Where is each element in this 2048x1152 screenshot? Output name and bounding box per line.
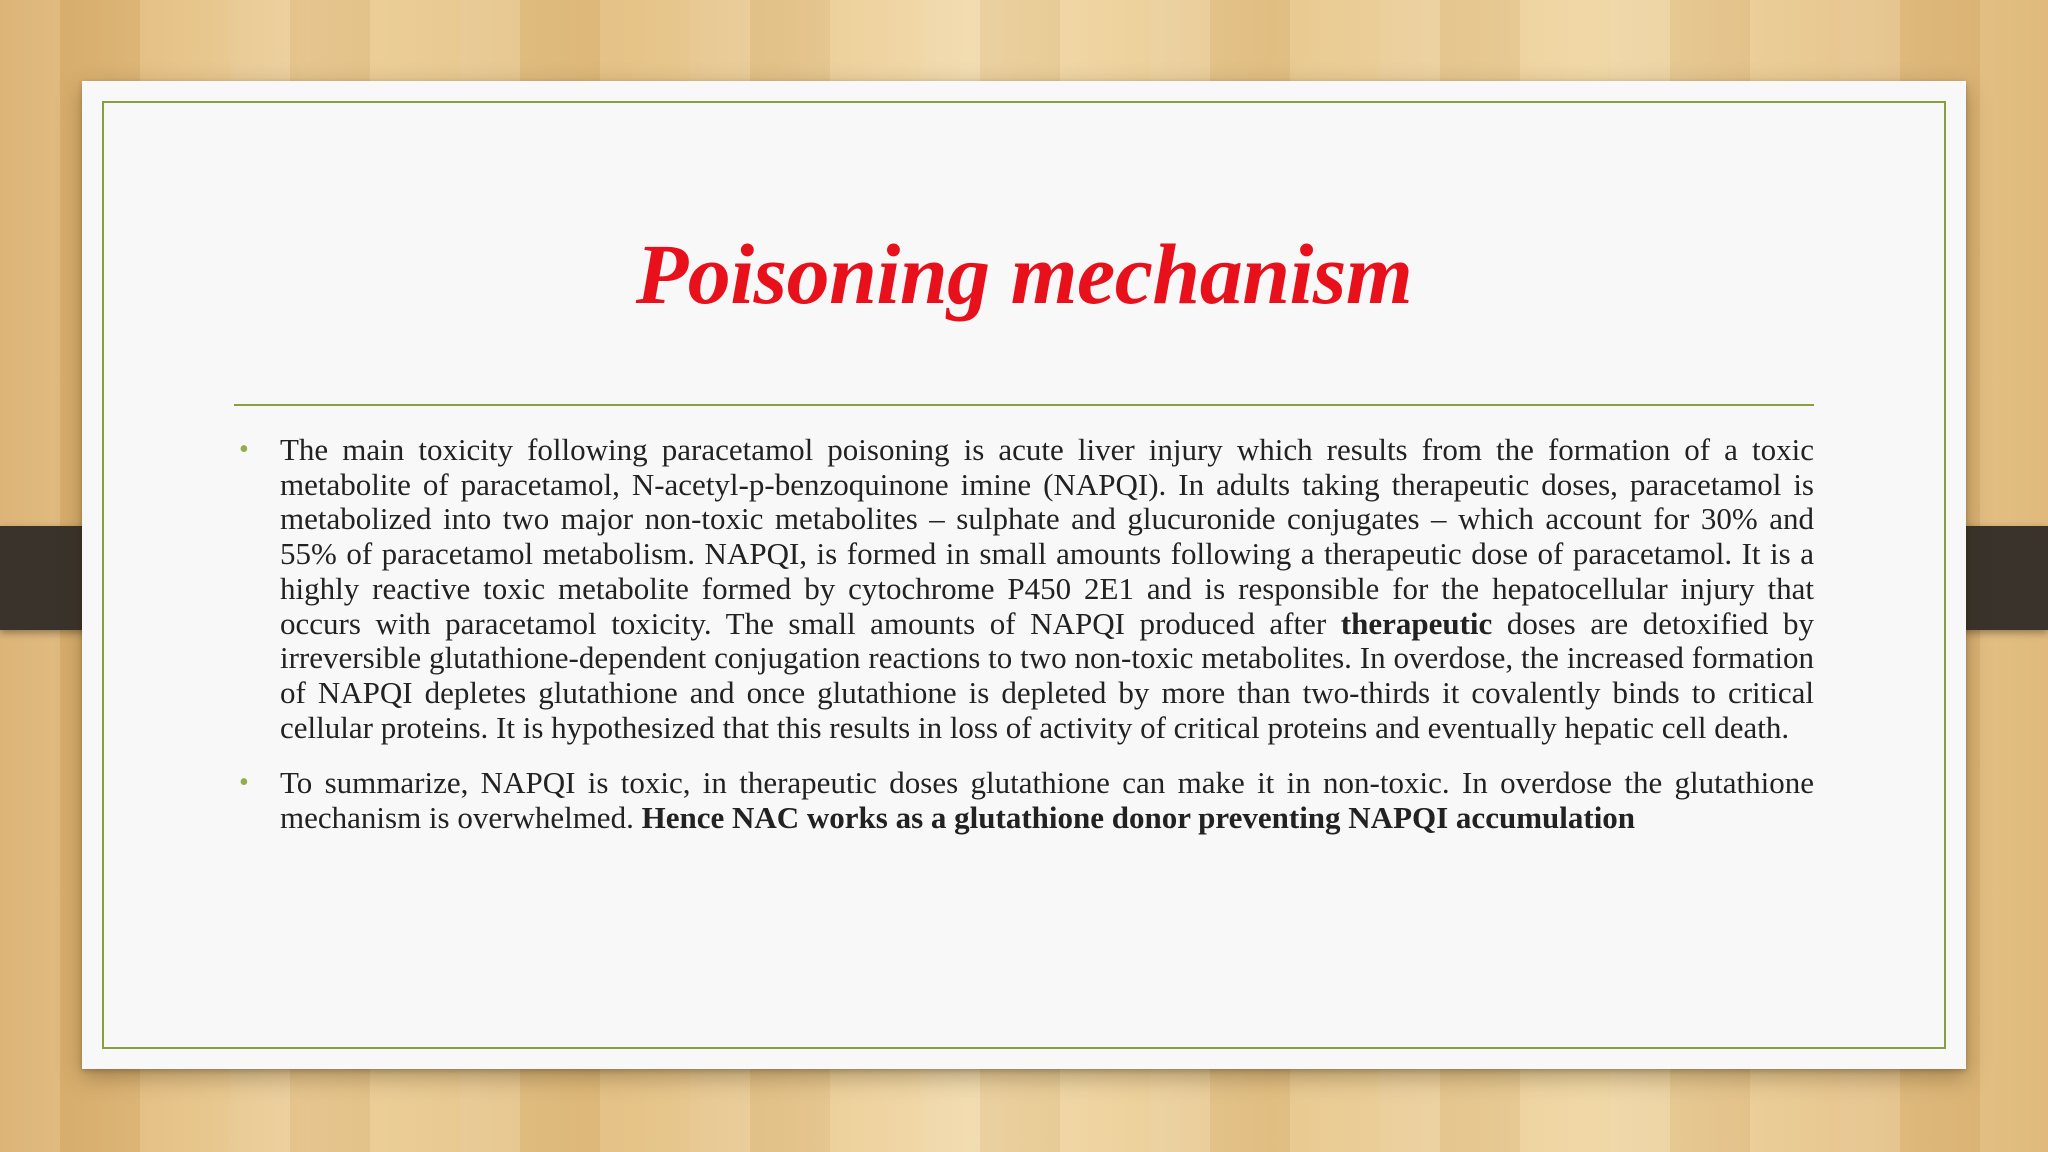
bullet-1-bold-text: therapeutic (1340, 605, 1493, 641)
bullet-2-text: To summarize, NAPQI is toxic, in therapeutic doses glutathione can make it in non-toxic. In overdose the glutathione mechanism is overwhelmed. (280, 765, 1814, 836)
slide-card (82, 81, 1966, 1069)
bullet-item-2 (234, 766, 1814, 835)
bullet-1-text-end: doses are detoxified by irreversible glutathione-dependent conjugation reactions to two non-toxic metabolites. In overdose, the increased formation of NAPQI depletes glutathione and once glutathione is depleted by more than two-thirds it covalently binds to critical cellular proteins. It is hypothesized that this results in loss of activity of critical proteins and eventually hepatic cell death. (280, 605, 1814, 745)
title-divider (234, 404, 1814, 406)
bullet-item-1 (234, 433, 1814, 745)
bullet-list (234, 433, 1814, 836)
slide-title: Poisoning mechanism (635, 226, 1413, 322)
bullet-1-text: The main toxicity following paracetamol poisoning is acute liver injury which results from the formation of a toxic metabolite of paracetamol, N-acetyl-p-benzoquinone imine (NAPQI). In adults taking therapeutic doses, paracetamol is metabolized into two major non-toxic metabolites – sulphate and glucuronide conjugates – which account for 30% and 55% of paracetamol metabolism. NAPQI, is formed in small amounts following a therapeutic dose of paracetamol. It is a highly reactive toxic metabolite formed by cytochrome P450 2E1 and is responsible for the hepatocellular injury that occurs with paracetamol toxicity. The small amounts of NAPQI produced after (280, 432, 1814, 641)
bullet-marker-icon: • (239, 434, 249, 465)
bullet-2-bold-text: Hence NAC works as a glutathione donor preventing NAPQI accumulation (641, 800, 1636, 836)
bullet-marker-icon: • (239, 767, 249, 799)
